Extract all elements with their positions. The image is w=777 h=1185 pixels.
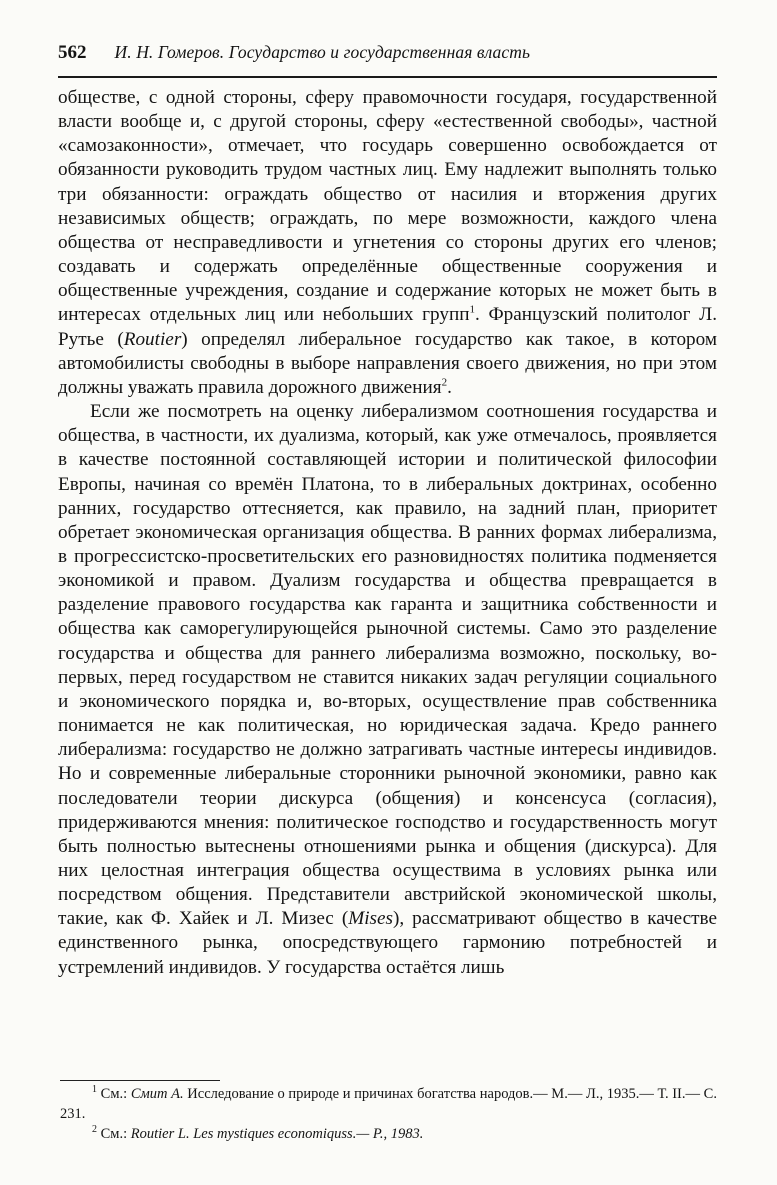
routier-name: Routier [123, 328, 182, 350]
paragraph-1-text-a: обществе, с одной стороны, сферу правомочности государя, государственной власти вообще и, с другой стороны, сферу «естественной свободы», частной «самозаконности», отмечает, что государь совершенно освобождается от обязанности руководить трудом частных лиц. Ему надлежит выполнять только три обязанности: ограждать общество от насилия и вторжения других независимых обществ; ограждать, по мере возможности, каждого члена общества от несправедливости и угнетения со стороны других его членов; создавать и содержать определённые общественные сооружения и общественные учреждения, создание и содержание которых не может быть в интересах отдельных лиц или небольших групп [58, 87, 717, 326]
paragraph-1-text-b: . Французский политолог Л. Рутье ( [58, 304, 717, 350]
footnote-1-author: Смит А. [130, 1086, 184, 1102]
page-header [58, 42, 717, 64]
body-text [58, 86, 717, 980]
page-number: 562 [58, 42, 87, 63]
footnote-1-text: Исследование о природе и причинах богатства народов.— М.— Л., 1935.— Т. II.— С. 231. [60, 1086, 717, 1122]
footnote-2-text: Les mystiques economiquss.— P., 1983. [189, 1126, 424, 1142]
footnote-2 [60, 1124, 717, 1144]
footnote-1-prefix: См.: [97, 1086, 131, 1102]
footnote-ref-2: 2 [441, 376, 448, 389]
mises-name: Mises [348, 908, 393, 930]
footnote-1-number: 1 [92, 1084, 97, 1096]
footnote-rule [60, 1080, 220, 1081]
footnote-2-author: Routier L. [130, 1126, 190, 1142]
paragraph-1 [58, 86, 717, 400]
paragraph-2 [58, 400, 717, 980]
header-rule [58, 76, 717, 78]
paragraph-1-text-c: ) определял либеральное государство как такое, в котором автомобилисты свободны в выборе направления своего движения, но при этом должны уважать правила дорожного движения [58, 328, 717, 398]
paragraph-2-text-b: ), рассматривают общество в качестве единственного рынка, опосредствующего гармонию потребностей и устремлений индивидов. У государства остаётся лишь [58, 908, 718, 978]
footnotes [60, 1084, 717, 1144]
paragraph-1-text-d: . [447, 376, 452, 398]
paragraph-2-text-a: Если же посмотреть на оценку либерализмом соотношения государства и общества, в частности, их дуализма, который, как уже отмечалось, проявляется в качестве постоянной составляющей истории и политической философии Европы, начиная со времён Платона, то в либеральных доктринах, особенно ранних, государство оттесняется, как правило, на задний план, приоритет обретает экономическая организация общества. В ранних формах либерализма, в прогрессистско-просветительских его разновидностях политика подменяется экономикой и правом. Дуализм государства и общества превращается в разделение правового государства как гаранта и защитника собственности и общества как саморегулирующейся рыночной системы. Само это разделение государства и общества для раннего либерализма возможно, поскольку, во-первых, перед государством не ставится никаких задач регуляции социального и экономического порядка и, во-вторых, осуществление прав собственника понимается не как политическая, но юридическая задача. Кредо раннего либерализма: государство не должно затрагивать частные интересы индивидов. Но и современные либеральные сторонники рыночной экономики, равно как последователи теории дискурса (общения) и консенсуса (согласия), придерживаются мнения: политическое господство и государственность могут быть полностью вытеснены отношениями рынка и общения (дискурса). Для них целостная интеграция общества осуществима в условиях рынка или посредством общения. Представители австрийской экономической школы, такие, как Ф. Хайек и Л. Мизес ( [58, 401, 717, 930]
footnote-2-number: 2 [92, 1124, 97, 1136]
running-head: И. Н. Гомеров. Государство и государственная власть [114, 42, 531, 62]
footnote-1 [60, 1084, 717, 1124]
footnote-2-prefix: См.: [97, 1126, 131, 1142]
footnote-ref-1: 1 [469, 304, 476, 317]
